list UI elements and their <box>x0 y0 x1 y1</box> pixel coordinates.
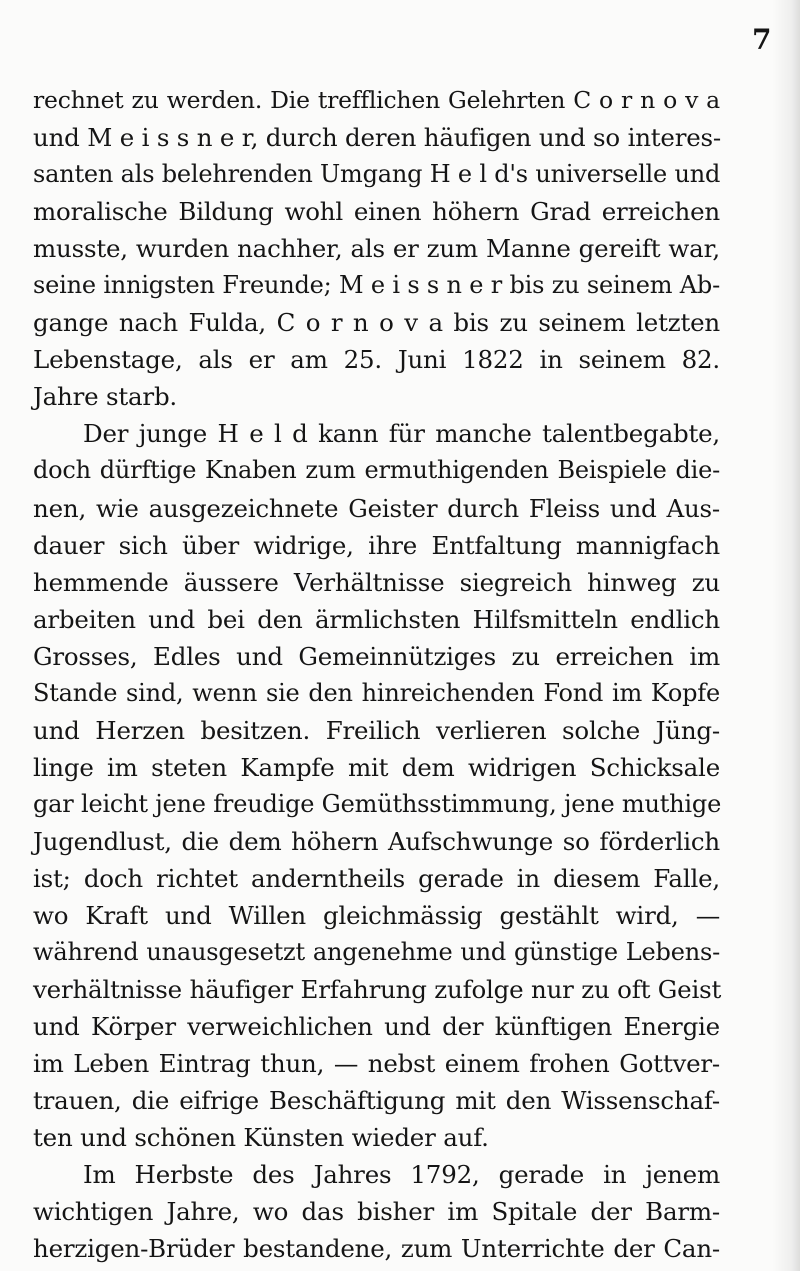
text-line: ist; doch richtet anderntheils gerade in diesem Falle, <box>33 863 720 893</box>
text-line: Jugendlust, die dem höhern Aufschwunge so förderlich <box>33 826 720 856</box>
text-line: seine innigsten Freunde; M e i s s n e r bis zu seinem Ab- <box>33 271 720 300</box>
text-line: musste, wurden nachher, als er zum Manne gereift war, <box>33 234 720 264</box>
text-line: ten und schönen Künsten wieder auf. <box>33 1123 489 1153</box>
text-line: gange nach Fulda, C o r n o v a bis zu seinem letzten <box>33 308 720 338</box>
text-line: arbeiten und bei den ärmlichsten Hilfsmitteln endlich <box>33 604 720 634</box>
text-line: gar leicht jene freudige Gemüthsstimmung, jene muthige <box>33 789 722 818</box>
text-line: Grosses, Edles und Gemeinnütziges zu erreichen im <box>33 641 720 671</box>
text-line: rechnet zu werden. Die trefflichen Gelehrten C o r n o v a <box>33 86 720 114</box>
text-line: und Herzen besitzen. Freilich verlieren solche Jüng- <box>33 715 720 745</box>
text-line: Der junge H e l d kann für manche talentbegabte, <box>83 419 720 449</box>
text-line: und M e i s s n e r, durch deren häufigen und so interes- <box>33 123 721 153</box>
body-text <box>33 82 720 1268</box>
text-line: hemmende äussere Verhältnisse siegreich hinweg zu <box>33 567 720 597</box>
text-line: trauen, die eifrige Beschäftigung mit den Wissenschaf- <box>33 1086 720 1116</box>
text-line: wichtigen Jahre, wo das bisher im Spitale der Barm- <box>33 1197 720 1227</box>
text-line: während unausgesetzt angenehme und günstige Lebens- <box>33 938 720 967</box>
text-line: Stande sind, wenn sie den hinreichenden Fond im Kopfe <box>33 678 720 707</box>
text-line: Lebenstage, als er am 25. Juni 1822 in seinem 82. <box>33 345 720 375</box>
text-line: wo Kraft und Willen gleichmässig gestählt wird, — <box>33 901 720 931</box>
text-line: herzigen-Brüder bestandene, zum Unterrichte der Can- <box>33 1234 720 1264</box>
text-line: dauer sich über widrige, ihre Entfaltung mannigfach <box>33 530 720 560</box>
text-line: nen, wie ausgezeichnete Geister durch Fleiss und Aus- <box>33 493 720 523</box>
text-line: Jahre starb. <box>33 382 178 412</box>
text-line: Im Herbste des Jahres 1792, gerade in jenem <box>83 1160 720 1190</box>
page-edge-shadow <box>772 0 800 1271</box>
text-line: im Leben Eintrag thun, — nebst einem frohen Gottver- <box>33 1049 720 1079</box>
text-line: verhältnisse häufiger Erfahrung zufolge nur zu oft Geist <box>33 975 722 1005</box>
text-line: santen als belehrenden Umgang H e l d's universelle und <box>33 160 721 189</box>
text-line: und Körper verweichlichen und der künftigen Energie <box>33 1012 720 1042</box>
text-line: moralische Bildung wohl einen höhern Grad erreichen <box>33 197 720 227</box>
text-line: doch dürftige Knaben zum ermuthigenden Beispiele die- <box>33 456 720 485</box>
page-number: 7 <box>752 23 772 56</box>
text-line: linge im steten Kampfe mit dem widrigen Schicksale <box>33 752 720 782</box>
